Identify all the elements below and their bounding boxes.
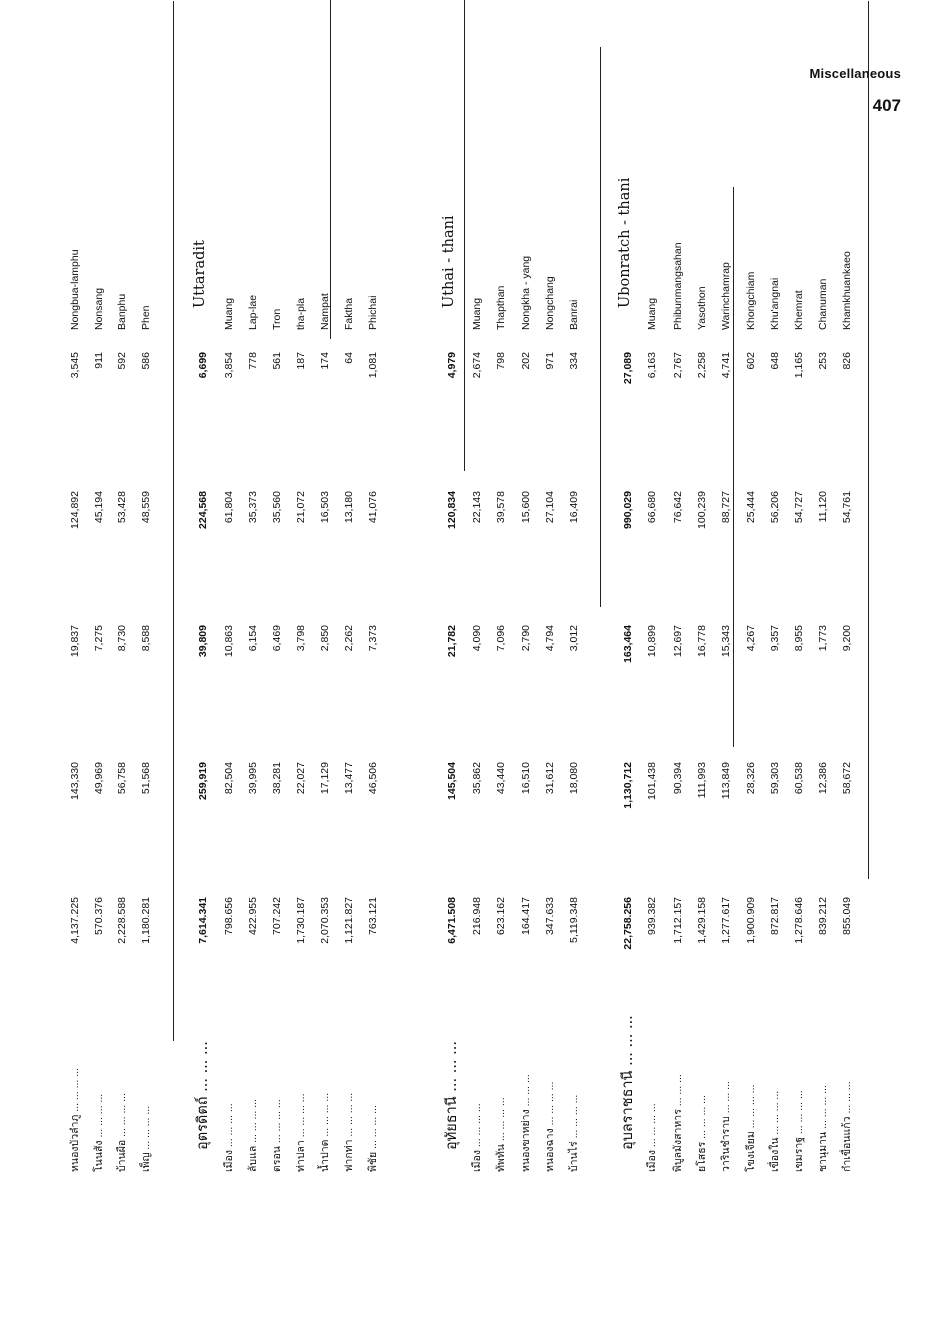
row-value-c1: 707.242 xyxy=(271,897,283,935)
rule-thai-column xyxy=(173,1,174,1041)
row-value-c1: 1,180.281 xyxy=(140,897,152,944)
row-value-c5: 586 xyxy=(140,352,152,370)
row-value-c4: 35,560 xyxy=(271,491,283,524)
row-value-c5: 2,767 xyxy=(672,352,684,379)
row-value-c4: 100,239 xyxy=(696,491,708,529)
row-value-c2: 17,129 xyxy=(319,762,331,795)
row-value-c3: 15,343 xyxy=(720,625,732,658)
row-value-c5: 2,258 xyxy=(696,352,708,379)
row-value-c2: 113,849 xyxy=(720,762,732,800)
row-value-c3: 10,863 xyxy=(223,625,235,658)
row-value-c1: 7,614.341 xyxy=(197,897,209,944)
row-value-c3: 39,809 xyxy=(197,625,209,658)
row-value-c2: 28,326 xyxy=(745,762,757,795)
row-value-c3: 1,773 xyxy=(817,625,829,652)
row-value-c2: 58,672 xyxy=(841,762,853,795)
rule-area-column xyxy=(868,1,869,879)
row-value-c1: 164.417 xyxy=(520,897,532,935)
row-english-name: Khu'angnai xyxy=(769,277,781,330)
row-value-c5: 971 xyxy=(544,352,556,370)
row-value-c3: 8,588 xyxy=(140,625,152,652)
row-value-c5: 778 xyxy=(247,352,259,370)
row-value-c1: 422.955 xyxy=(247,897,259,935)
row-value-c1: 798.656 xyxy=(223,897,235,935)
row-value-c1: 855.049 xyxy=(841,897,853,935)
row-value-c4: 54,761 xyxy=(841,491,853,524)
row-value-c5: 561 xyxy=(271,352,283,370)
row-value-c5: 2,674 xyxy=(471,352,483,379)
row-value-c1: 5,119.348 xyxy=(568,897,580,943)
row-value-c5: 3,854 xyxy=(223,352,235,379)
row-value-c3: 12,697 xyxy=(672,625,684,658)
row-value-c5: 4,741 xyxy=(720,352,732,379)
row-english-name: Lap-lae xyxy=(247,294,259,330)
row-value-c3: 8,955 xyxy=(793,625,805,652)
row-english-name: Uttaradit xyxy=(192,240,208,308)
row-value-c4: 88,727 xyxy=(720,491,732,524)
row-value-c4: 13,180 xyxy=(343,491,355,524)
row-english-name: Muang xyxy=(471,297,483,330)
row-value-c4: 11,120 xyxy=(817,491,829,523)
row-value-c3: 16,778 xyxy=(696,625,708,658)
row-value-c2: 39,995 xyxy=(247,762,259,795)
row-value-c5: 3,545 xyxy=(69,352,81,379)
row-value-c3: 2,850 xyxy=(319,625,331,652)
row-thai-name: พิบูลมังสาหาร ... ... ... xyxy=(672,1074,684,1172)
row-english-name: Nongkha - yang xyxy=(520,255,532,330)
row-value-c4: 16,409 xyxy=(568,491,580,524)
row-value-c1: 939.382 xyxy=(646,897,658,935)
row-thai-name: อุตรดิตถ์ ... ... ... xyxy=(195,1041,211,1150)
row-thai-name: เพ็ญ ... ... ... ... xyxy=(140,1105,152,1172)
row-value-c2: 49,969 xyxy=(93,762,105,795)
rule-persons-column xyxy=(464,0,465,471)
row-value-c5: 798 xyxy=(495,352,507,370)
row-value-c4: 48,559 xyxy=(140,491,152,524)
row-english-name: Banphu xyxy=(116,293,128,330)
row-value-c3: 8,730 xyxy=(116,625,128,652)
row-thai-name: อุทัยธานี ... ... ... xyxy=(444,1041,460,1150)
row-value-c2: 143,330 xyxy=(69,762,81,800)
row-english-name: Ubonratch - thani xyxy=(617,177,633,308)
row-value-c4: 39,578 xyxy=(495,491,507,524)
row-value-c2: 60,538 xyxy=(793,762,805,795)
row-value-c5: 6,163 xyxy=(646,352,658,379)
row-value-c3: 7,275 xyxy=(93,625,105,652)
row-english-name: Warinchamrap xyxy=(720,262,732,330)
row-thai-name: บ้านไร่ ... ... ... ... xyxy=(568,1094,580,1172)
row-value-c4: 21,072 xyxy=(295,491,307,524)
row-value-c5: 648 xyxy=(769,352,781,370)
row-value-c1: 347.633 xyxy=(544,897,556,935)
row-value-c4: 22,143 xyxy=(471,491,483,524)
row-value-c5: 187 xyxy=(295,352,307,370)
row-english-name: Faktha xyxy=(343,297,355,330)
row-english-name: Khemrat xyxy=(793,290,805,330)
row-thai-name: หนองฉาง ... ... ... ... xyxy=(544,1081,556,1172)
row-english-name: Thapthan xyxy=(495,285,507,330)
row-english-name: Nampat xyxy=(319,293,331,330)
row-value-c4: 76,642 xyxy=(672,491,684,524)
row-value-c1: 872.817 xyxy=(769,897,781,935)
row-value-c1: 6,471.508 xyxy=(446,897,458,944)
row-english-name: Phichai xyxy=(367,295,379,330)
row-value-c2: 35,862 xyxy=(471,762,483,795)
row-value-c2: 90,394 xyxy=(672,762,684,795)
row-thai-name: เมือง ... ... ... ... xyxy=(223,1103,235,1172)
row-value-c1: 1,429.158 xyxy=(696,897,708,944)
row-value-c5: 602 xyxy=(745,352,757,370)
row-value-c4: 15,600 xyxy=(520,491,532,524)
row-value-c3: 6,469 xyxy=(271,625,283,652)
row-value-c5: 253 xyxy=(817,352,829,370)
row-value-c4: 16,503 xyxy=(319,491,331,524)
row-value-c2: 82,504 xyxy=(223,762,235,795)
row-thai-name: หนองบัวลำภู ... ... ... ... xyxy=(69,1067,81,1172)
page-number: 407 xyxy=(872,96,901,115)
row-value-c5: 27,089 xyxy=(622,352,634,385)
row-value-c2: 111,993 xyxy=(696,762,708,799)
row-english-name: Muang xyxy=(646,297,658,330)
row-value-c5: 6,699 xyxy=(197,352,209,379)
rule-households-column xyxy=(600,47,601,607)
row-value-c1: 22,758.256 xyxy=(622,897,634,950)
row-value-c2: 59,303 xyxy=(769,762,781,795)
row-thai-name: บ้านผือ ... ... ... ... xyxy=(116,1093,128,1172)
rule-population-column xyxy=(733,187,734,747)
row-english-name: Muang xyxy=(223,297,235,330)
row-value-c2: 101,438 xyxy=(646,762,658,800)
row-english-name: Yasothon xyxy=(696,286,708,330)
row-value-c3: 6,154 xyxy=(247,625,259,652)
row-english-name: Nongbua-lamphu xyxy=(69,249,81,330)
row-value-c3: 2,790 xyxy=(520,625,532,652)
row-value-c5: 826 xyxy=(841,352,853,370)
row-thai-name: เขมราฐ ... ... ... ... xyxy=(793,1090,805,1172)
row-english-name: tha-pla xyxy=(295,297,307,330)
row-value-c2: 145,504 xyxy=(446,762,458,800)
section-title: Miscellaneous xyxy=(809,66,901,81)
row-value-c2: 51,568 xyxy=(140,762,152,795)
row-value-c4: 27,104 xyxy=(544,491,556,524)
row-value-c1: 1,712.157 xyxy=(672,897,684,944)
row-value-c4: 61,804 xyxy=(223,491,235,524)
row-value-c1: 763.121 xyxy=(367,897,379,935)
row-value-c2: 43,440 xyxy=(495,762,507,795)
row-value-c3: 19,837 xyxy=(69,625,81,658)
row-thai-name: อุบลราชธานี ... ... ... xyxy=(620,1015,636,1150)
row-thai-name: ทัพทัน ... ... ... ... xyxy=(495,1097,507,1172)
row-value-c4: 54,727 xyxy=(793,491,805,524)
row-value-c4: 41,076 xyxy=(367,491,379,524)
row-value-c2: 56,758 xyxy=(116,762,128,795)
row-value-c1: 1,730.187 xyxy=(295,897,307,944)
row-english-name: Nongchang xyxy=(544,276,556,330)
row-value-c1: 2,070.353 xyxy=(319,897,331,944)
row-value-c2: 12,386 xyxy=(817,762,829,795)
row-value-c4: 35,373 xyxy=(247,491,259,524)
row-thai-name: วารินชำราบ ... ... ... xyxy=(720,1081,732,1172)
row-english-name: Banrai xyxy=(568,299,580,330)
row-value-c2: 46,506 xyxy=(367,762,379,795)
row-value-c1: 570.376 xyxy=(93,897,105,935)
row-value-c1: 1,900.909 xyxy=(745,897,757,944)
row-value-c1: 4,137.225 xyxy=(69,897,81,944)
row-value-c3: 21,782 xyxy=(446,625,458,658)
row-value-c1: 839.212 xyxy=(817,897,829,935)
row-value-c4: 45,194 xyxy=(93,491,105,524)
row-value-c4: 990,029 xyxy=(622,491,634,529)
row-thai-name: ฟากท่า ... ... ... ... xyxy=(343,1092,355,1172)
row-value-c1: 2,228.588 xyxy=(116,897,128,944)
row-value-c2: 22,027 xyxy=(295,762,307,795)
row-thai-name: พิชัย ... ... ... ... xyxy=(367,1105,379,1172)
row-value-c2: 16,510 xyxy=(520,762,532,795)
row-value-c5: 1,081 xyxy=(367,352,379,379)
row-value-c2: 31,612 xyxy=(544,762,556,795)
row-value-c3: 9,357 xyxy=(769,625,781,652)
row-thai-name: ลับแล ... ... ... ... xyxy=(247,1099,259,1172)
row-thai-name: น้ำปาด ... ... ... ... xyxy=(319,1092,331,1172)
row-value-c5: 174 xyxy=(319,352,331,370)
row-value-c2: 38,281 xyxy=(271,762,283,795)
row-value-c4: 25,444 xyxy=(745,491,757,524)
row-value-c2: 259,919 xyxy=(197,762,209,800)
row-value-c3: 2,262 xyxy=(343,625,355,652)
row-thai-name: ยโสธร ... ... ... ... xyxy=(696,1095,708,1172)
row-value-c5: 911 xyxy=(93,352,105,369)
row-value-c4: 53,428 xyxy=(116,491,128,524)
row-thai-name: เขื่องใน ... ... ... ... xyxy=(769,1090,781,1172)
row-value-c2: 13,477 xyxy=(343,762,355,795)
row-thai-name: ตรอน ... ... ... ... xyxy=(271,1099,283,1172)
row-value-c3: 4,090 xyxy=(471,625,483,652)
row-english-name: Phibunmangsahan xyxy=(672,242,684,330)
row-value-c1: 1,121.827 xyxy=(343,897,355,944)
row-value-c1: 216.948 xyxy=(471,897,483,935)
row-thai-name: กำเขื่อนแก้ว ... ... ... xyxy=(841,1081,853,1172)
row-thai-name: โนนสัง ... ... ... ... xyxy=(93,1093,105,1172)
row-value-c5: 64 xyxy=(343,352,355,364)
row-value-c5: 592 xyxy=(116,352,128,370)
row-thai-name: หนองขาหย่าง ... ... ... xyxy=(520,1074,532,1172)
row-value-c4: 124,892 xyxy=(69,491,81,529)
rule-other-column xyxy=(330,0,331,339)
row-value-c1: 1,277.617 xyxy=(720,897,732,944)
row-value-c4: 120,834 xyxy=(446,491,458,529)
row-value-c4: 224,568 xyxy=(197,491,209,529)
row-english-name: Uthai - thani xyxy=(441,215,457,308)
row-english-name: Chanuman xyxy=(817,278,829,330)
row-value-c3: 4,267 xyxy=(745,625,757,652)
row-value-c3: 3,798 xyxy=(295,625,307,652)
row-english-name: Phen xyxy=(140,305,152,330)
row-english-name: Tron xyxy=(271,308,283,330)
row-value-c3: 9,200 xyxy=(841,625,853,652)
row-english-name: Khamkhuankaeo xyxy=(841,251,853,330)
row-value-c3: 7,096 xyxy=(495,625,507,652)
row-thai-name: เมือง ... ... ... ... xyxy=(646,1103,658,1172)
row-value-c2: 18,080 xyxy=(568,762,580,795)
row-value-c3: 163,464 xyxy=(622,625,634,663)
row-value-c3: 3,012 xyxy=(568,625,580,652)
row-value-c5: 1,165 xyxy=(793,352,805,379)
row-value-c2: 1,130,712 xyxy=(622,762,634,809)
row-english-name: Khongchiam xyxy=(745,271,757,330)
row-thai-name: ท่าปลา ... ... ... ... xyxy=(295,1093,307,1172)
row-value-c5: 202 xyxy=(520,352,532,370)
row-thai-name: ชานุมาน ... ... ... ... xyxy=(817,1085,829,1172)
row-thai-name: โขงเจียม ... ... ... ... xyxy=(745,1084,757,1172)
row-value-c3: 10,899 xyxy=(646,625,658,658)
row-value-c4: 66,680 xyxy=(646,491,658,524)
row-value-c1: 1,278.646 xyxy=(793,897,805,944)
row-value-c4: 56,206 xyxy=(769,491,781,524)
row-value-c5: 4,979 xyxy=(446,352,458,379)
row-english-name: Nonsang xyxy=(93,287,105,330)
row-value-c1: 623.162 xyxy=(495,897,507,935)
row-value-c3: 4,794 xyxy=(544,625,556,652)
row-value-c3: 7,373 xyxy=(367,625,379,652)
row-thai-name: เมือง ... ... ... ... xyxy=(471,1103,483,1172)
row-value-c5: 334 xyxy=(568,352,580,370)
